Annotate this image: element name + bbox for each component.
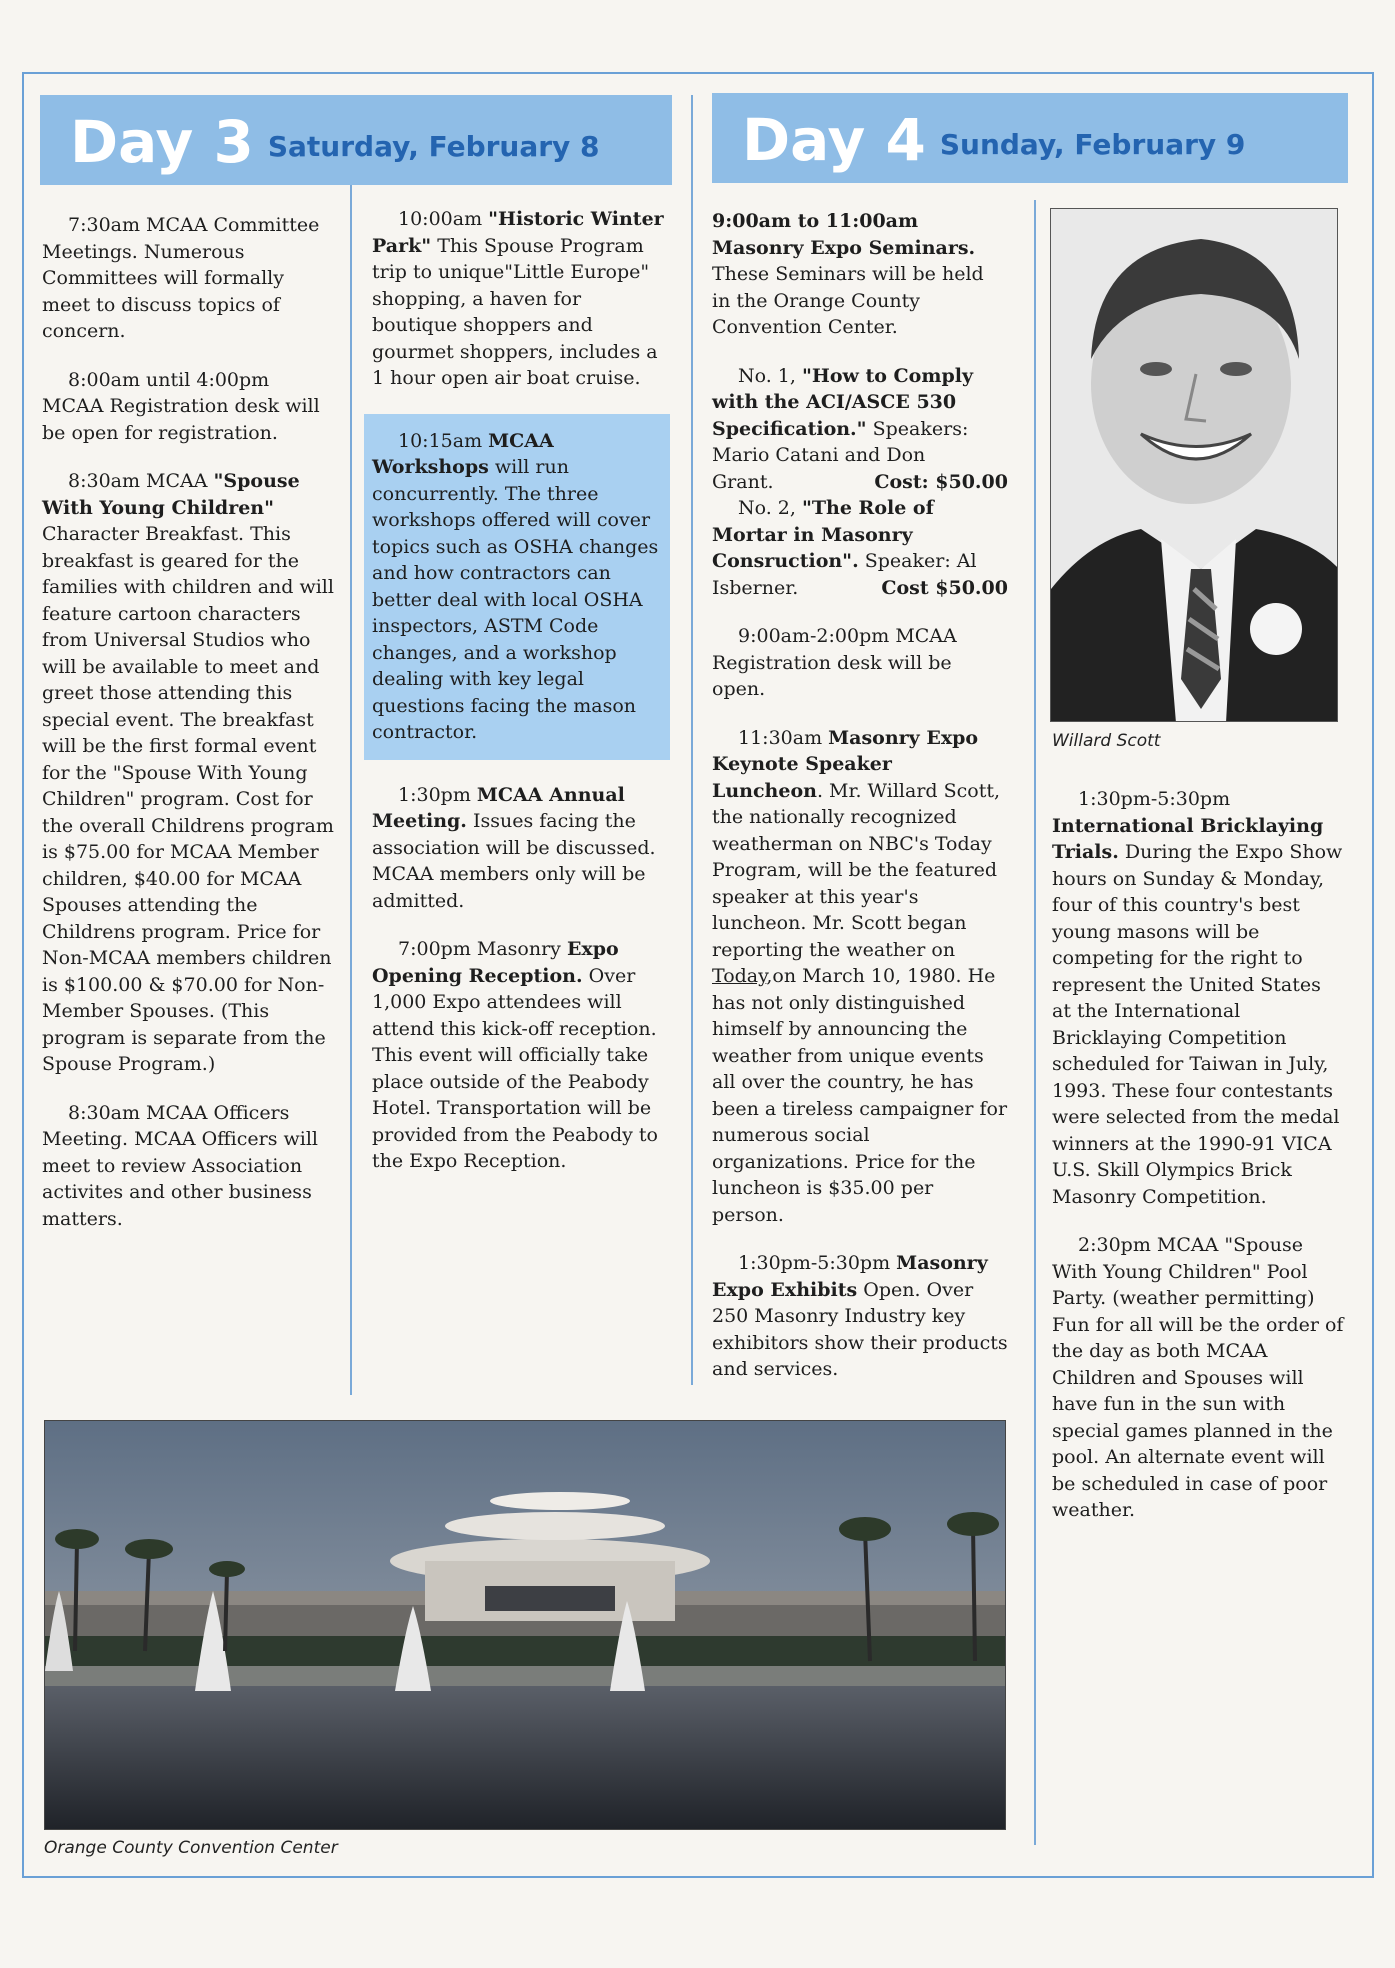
seminar-2-cost-line: Isberner. Cost $50.00 [712,576,1008,599]
event-mcaa-workshops: 10:15am MCAA Workshops will run concurrently. The three workshops offered will cover topics such as OSHA changes and how contractors can better deal with local OSHA inspectors, ASTM Code changes, and a workshop dealing with key legal questions facing the mason contractor. [372,429,659,743]
convention-center-photo [44,1420,1006,1830]
day3-column-2 [372,206,670,1197]
workshops-shaded-box [364,414,670,760]
portrait-caption: Willard Scott [1052,731,1161,751]
event-pool-party: 2:30pm MCAA "Spouse With Young Children" Pool Party. (weather permitting) Fun for all will be the order of the day as both MCAA Children and Spouses will have fun in the sun with special games planned in the pool. An alternate event will be scheduled in case of poor weather. [1052,1234,1344,1521]
day4-date: Sunday, February 9 [939,128,1246,161]
day4-column-2 [1052,786,1344,1546]
column-rule-1 [350,175,352,1395]
day3-column-1 [42,212,334,1254]
willard-scott-photo [1050,208,1338,722]
column-rule-3 [1034,200,1036,1845]
event-registration-desk: 8:00am until 4:00pm MCAA Registration desk will be open for registration. [42,368,320,444]
event-officers-meeting: 8:30am MCAA Officers Meeting. MCAA Officers will meet to review Association activites and other business matters. [42,1101,319,1230]
event-expo-exhibits: 1:30pm-5:30pm Masonry Expo Exhibits Open. Over 250 Masonry Industry key exhibitors show their products and services. [712,1252,1008,1380]
day4-column-1 [712,208,1008,1405]
day3-date: Saturday, February 8 [267,130,600,163]
event-opening-reception: 7:00pm Masonry Expo Opening Reception. Over 1,000 Expo attendees will attend this kick-off reception. This event will officially take place outside of the Peabody Hotel. Transportation will be provided from the Peabody to the Expo Reception. [372,938,658,1172]
column-rule-2 [691,95,693,1385]
event-historic-winter-park: 10:00am "Historic Winter Park" This Spouse Program trip to unique"Little Europe" shopping, a haven for boutique shoppers and gourmet shoppers, includes a 1 hour open air boat cruise. [372,208,664,389]
event-keynote-luncheon: 11:30am Masonry Expo Keynote Speaker Luncheon. Mr. Willard Scott, the nationally recognized weatherman on NBC's Today Program, will be the featured speaker at this year's luncheon. Mr. Scott began reporting the weather on Today,on March 10, 1980. He has not only distinguished himself by announcing the weather from unique events all over the country, he has been a tireless campaigner for numerous social organizations. Price for the luncheon is $35.00 per person. [712,726,1008,1226]
event-committee-meetings: 7:30am MCAA Committee Meetings. Numerous Committees will formally meet to discuss topics of concern. [42,214,320,342]
seminar-1-cost-line: Grant. Cost: $50.00 [712,470,1008,493]
day4-banner [712,93,1348,183]
event-expo-seminars: 9:00am to 11:00am Masonry Expo Seminars. These Seminars will be held in the Orange County Convention Center. [712,210,984,338]
seminar-list [712,363,1008,602]
event-registration-desk-day4: 9:00am-2:00pm MCAA Registration desk will be open. [712,625,957,700]
portrait-illustration [1051,209,1338,722]
seminar-1: No. 1, "How to Comply with the ACI/ASCE 530 Specification." Speakers: Mario Catani and Don [712,364,973,466]
event-bricklaying-trials: 1:30pm-5:30pm International Bricklaying Trials. During the Expo Show hours on Sunday & Monday, four of this country's best young masons will be competing for the right to represent the United States at the International Bricklaying Competition scheduled for Taiwan in July, 1993. These four contestants were selected from the medal winners at the 1990-91 VICA U.S. Skill Olympics Brick Masonry Competition. [1052,788,1343,1208]
convention-center-caption: Orange County Convention Center [44,1838,338,1858]
event-annual-meeting: 1:30pm MCAA Annual Meeting. Issues facing the association will be discussed. MCAA members only will be admitted. [372,783,656,912]
day3-label: Day 3 [70,108,254,176]
event-character-breakfast: 8:30am MCAA "Spouse With Young Children" Character Breakfast. This breakfast is geared for the families with children and will feature cartoon characters from Universal Studios who will be available to meet and greet those attending this special event. The breakfast will be the first formal event for the "Spouse With Young Children" program. Cost for the overall Childrens program is $75.00 for MCAA Member children, $40.00 for MCAA Spouses attending the Childrens program. Price for Non-MCAA members children is $100.00 & $70.00 for Non-Member Spouses. (This program is separate from the Spouse Program.) [42,470,334,1075]
day3-banner [40,95,672,185]
convention-center-illustration [45,1421,1006,1830]
day4-label: Day 4 [742,106,926,174]
seminar-2: No. 2, "The Role of Mortar in Masonry Consruction". Speaker: Al [712,497,977,572]
